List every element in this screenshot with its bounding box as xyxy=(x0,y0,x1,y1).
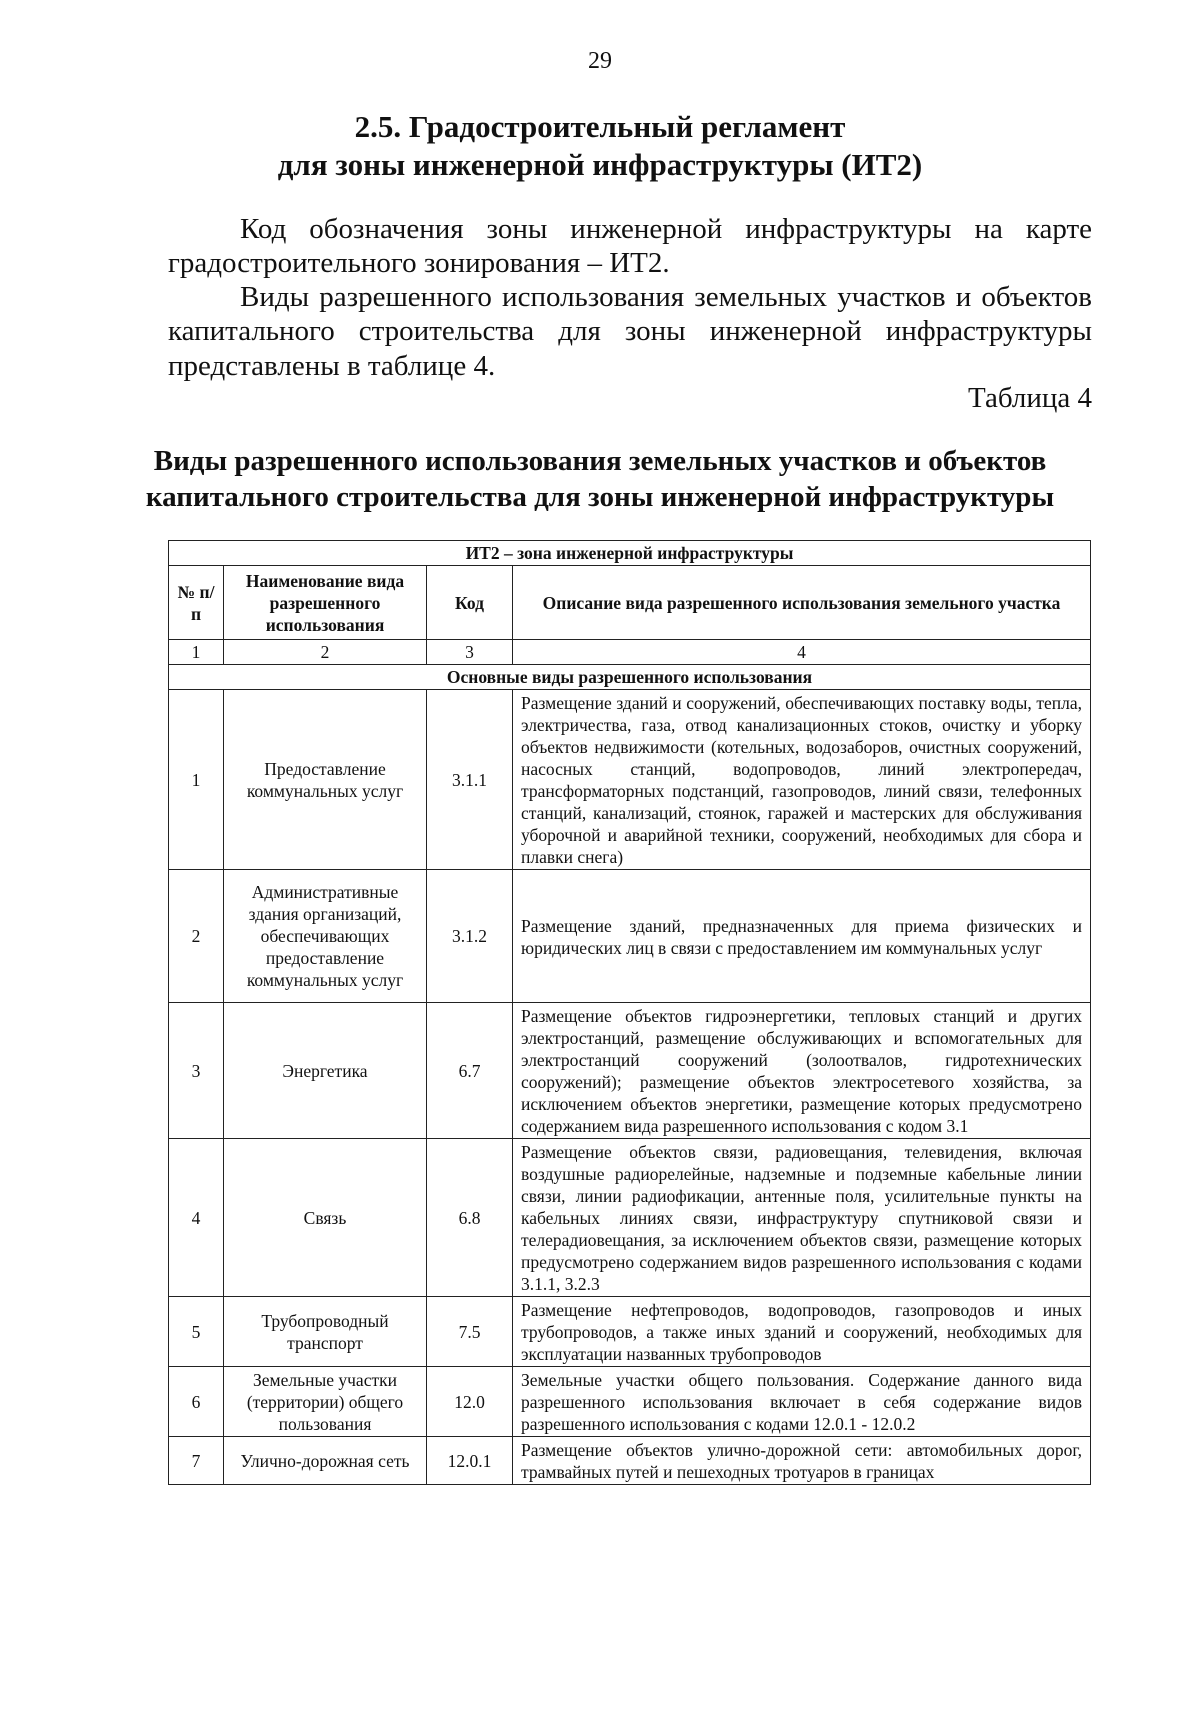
paragraph-2-line-2: капитального строительства для зоны инженерной инфраструктуры xyxy=(168,315,1092,347)
row-desc: Размещение нефтепроводов, водопроводов, газопроводов и иных трубопроводов, а также иных зданий и сооружений, необходимых для эксплуатации названных трубопроводов xyxy=(513,1297,1091,1367)
table-row xyxy=(169,1003,1091,1139)
row-desc: Размещение объектов связи, радиовещания, телевидения, включая воздушные радиорелейные, надземные и подземные кабельные линии связи, линии радиофикации, антенные поля, усилительные пункты на кабельных линиях связи, инфраструктуру спутниковой связи и телерадиовещания, за исключением объектов связи, размещение которых предусмотрено содержанием видов разрешенного использования с кодами 3.1.1, 3.2.3 xyxy=(513,1139,1091,1297)
row-desc: Размещение объектов гидроэнергетики, тепловых станций и других электростанций, размещение обслуживающих и вспомогательных для электростанций сооружений (золоотвалов, гидротехнических сооружений); размещение объектов электросетевого хозяйства, за исключением объектов энергетики, размещение которых предусмотрено содержанием вида разрешенного использования с кодом 3.1 xyxy=(513,1003,1091,1139)
section-title-line-2: для зоны инженерной инфраструктуры (ИТ2) xyxy=(277,147,923,182)
row-name: Административные здания организаций, обеспечивающих предоставление коммунальных услуг xyxy=(224,870,427,1003)
table-row xyxy=(169,1437,1091,1485)
section-title-line-1: 2.5. Градостроительный регламент xyxy=(354,109,846,144)
row-num: 5 xyxy=(169,1297,224,1367)
row-desc: Размещение объектов улично-дорожной сети: автомобильных дорог, трамвайных путей и пешеходных тротуаров в границах xyxy=(513,1437,1091,1485)
column-header-row xyxy=(169,566,1091,640)
header-name: Наименование вида разрешенного использования xyxy=(224,566,427,640)
header-num: № п/п xyxy=(169,566,224,640)
row-num: 3 xyxy=(169,1003,224,1139)
row-desc: Земельные участки общего пользования. Содержание данного вида разрешенного использования включает в себя содержание видов разрешенного использования с кодами 12.0.1 - 12.0.2 xyxy=(513,1367,1091,1437)
row-name: Связь xyxy=(224,1139,427,1297)
row-code: 7.5 xyxy=(427,1297,513,1367)
row-num: 1 xyxy=(169,690,224,870)
row-code: 3.1.2 xyxy=(427,870,513,1003)
paragraph-1-line-1: Код обозначения зоны инженерной инфраструктуры на карте xyxy=(240,213,1092,245)
column-number: 4 xyxy=(513,640,1091,665)
page-number: 29 xyxy=(588,48,612,74)
zone-header: ИТ2 – зона инженерной инфраструктуры xyxy=(169,541,1091,566)
column-number: 2 xyxy=(224,640,427,665)
section-title xyxy=(0,108,1200,184)
table-title-line-1: Виды разрешенного использования земельных участков и объектов xyxy=(153,445,1047,477)
group-header: Основные виды разрешенного использования xyxy=(169,665,1091,690)
row-name: Улично-дорожная сеть xyxy=(224,1437,427,1485)
row-num: 7 xyxy=(169,1437,224,1485)
paragraph-2-line-1: Виды разрешенного использования земельных участков и объектов xyxy=(240,281,1092,313)
table-title-line-2: капитального строительства для зоны инженерной инфраструктуры xyxy=(145,481,1055,513)
row-desc: Размещение зданий, предназначенных для приема физических и юридических лиц в связи с предоставлением им коммунальных услуг xyxy=(513,870,1091,1003)
row-desc: Размещение зданий и сооружений, обеспечивающих поставку воды, тепла, электричества, газа, отвод канализационных стоков, очистку и уборку объектов недвижимости (котельных, водозаборов, очистных сооружений, насосных станций, водопроводов, линий электропередач, трансформаторных подстанций, газопроводов, линий связи, телефонных станций, канализаций, стоянок, гаражей и мастерских для обслуживания уборочной и аварийной техники, сооружений, необходимых для сбора и плавки снега) xyxy=(513,690,1091,870)
table-row xyxy=(169,1139,1091,1297)
paragraph-2-line-3: представлены в таблице 4. xyxy=(168,350,496,382)
header-desc: Описание вида разрешенного использования земельного участка xyxy=(513,566,1091,640)
row-name: Трубопроводный транспорт xyxy=(224,1297,427,1367)
row-num: 6 xyxy=(169,1367,224,1437)
row-num: 2 xyxy=(169,870,224,1003)
row-code: 12.0 xyxy=(427,1367,513,1437)
row-code: 3.1.1 xyxy=(427,690,513,870)
table-title xyxy=(0,443,1200,515)
table-caption: Таблица 4 xyxy=(967,382,1092,414)
paragraph-1-line-2: градостроительного зонирования – ИТ2. xyxy=(168,247,670,279)
row-name: Земельные участки (территории) общего пользования xyxy=(224,1367,427,1437)
table-row xyxy=(169,1367,1091,1437)
column-number: 3 xyxy=(427,640,513,665)
group-header-row xyxy=(169,665,1091,690)
zone-header-row xyxy=(169,541,1091,566)
table-row xyxy=(169,690,1091,870)
column-number: 1 xyxy=(169,640,224,665)
row-num: 4 xyxy=(169,1139,224,1297)
permitted-use-table xyxy=(168,540,1091,1485)
table-row xyxy=(169,1297,1091,1367)
row-code: 6.8 xyxy=(427,1139,513,1297)
header-code: Код xyxy=(427,566,513,640)
column-number-row xyxy=(169,640,1091,665)
table-row xyxy=(169,870,1091,1003)
row-name: Энергетика xyxy=(224,1003,427,1139)
row-code: 12.0.1 xyxy=(427,1437,513,1485)
row-code: 6.7 xyxy=(427,1003,513,1139)
row-name: Предоставление коммунальных услуг xyxy=(224,690,427,870)
